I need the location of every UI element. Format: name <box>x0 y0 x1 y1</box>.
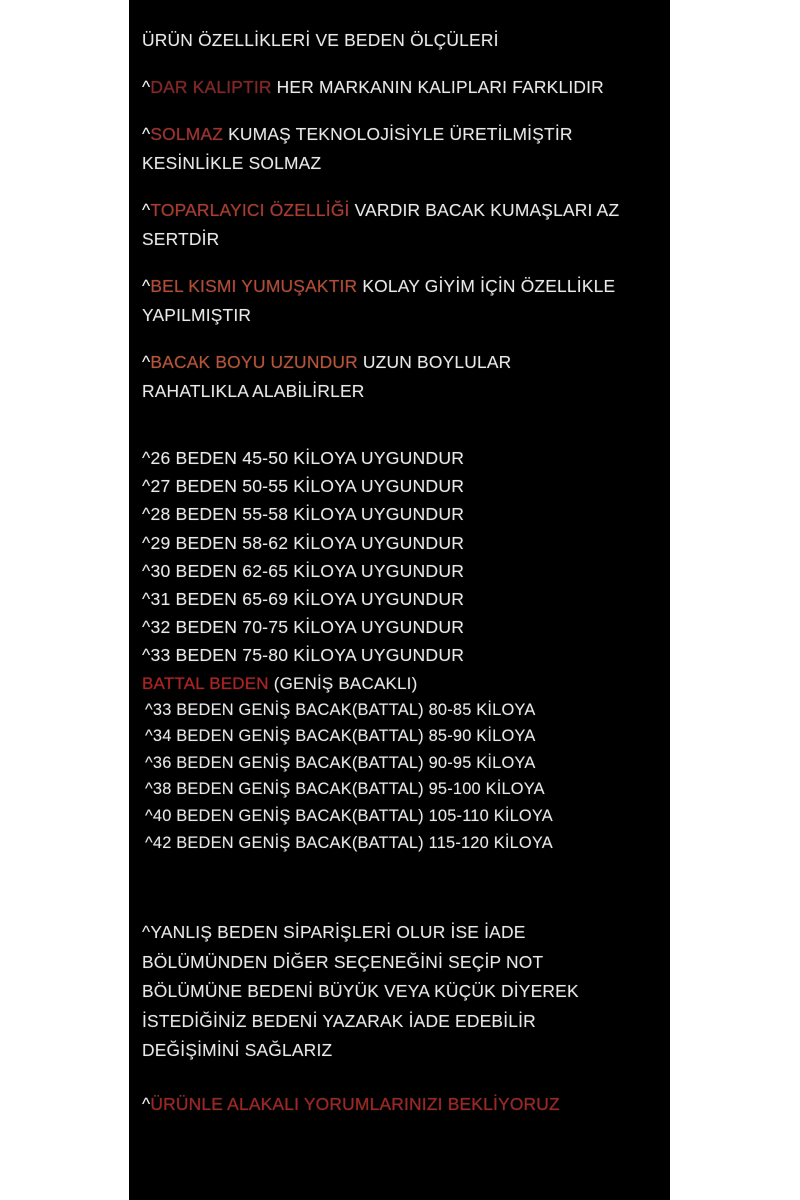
caret-marker: ^ <box>142 352 151 372</box>
battal-size-list <box>142 697 662 857</box>
size-row: ^33 BEDEN 75-80 KİLOYA UYGUNDUR <box>142 645 465 666</box>
size-row: ^27 BEDEN 50-55 KİLOYA UYGUNDUR <box>142 476 465 497</box>
feature-block-bacak-boyu <box>142 348 662 406</box>
caret-marker: ^ <box>142 200 151 220</box>
feature-highlight: BEL KISMI YUMUŞAKTIR <box>150 276 358 296</box>
battal-size-row: ^34 BEDEN GENİŞ BACAK(BATTAL) 85-90 KİLOYA <box>145 727 536 746</box>
size-row: ^29 BEDEN 58-62 KİLOYA UYGUNDUR <box>142 532 465 553</box>
battal-size-row: ^38 BEDEN GENİŞ BACAK(BATTAL) 95-100 KİLOYA <box>145 780 545 799</box>
spacer <box>142 1066 662 1090</box>
feature-rest: KUMAŞ TEKNOLOJİSİYLE ÜRETİLMİŞTİR <box>223 124 573 144</box>
return-policy-line: İSTEDİĞİNİZ BEDENİ YAZARAK İADE EDEBİLİR <box>142 1010 536 1031</box>
size-row: ^26 BEDEN 45-50 KİLOYA UYGUNDUR <box>142 448 465 468</box>
size-row: ^31 BEDEN 65-69 KİLOYA UYGUNDUR <box>142 589 465 610</box>
spacer <box>142 330 662 348</box>
feature-line <box>142 73 662 102</box>
feature-continuation: KESİNLİKLE SOLMAZ <box>142 153 322 173</box>
battal-size-row: ^36 BEDEN GENİŞ BACAK(BATTAL) 90-95 KİLOYA <box>145 753 536 772</box>
size-row: ^28 BEDEN 55-58 KİLOYA UYGUNDUR <box>142 504 465 525</box>
caret-marker: ^ <box>142 77 151 97</box>
size-chart-list <box>142 444 662 670</box>
spacer <box>142 178 662 196</box>
info-content <box>142 26 662 1119</box>
feature-line <box>142 196 662 225</box>
return-policy-line: BÖLÜMÜNE BEDENİ BÜYÜK VEYA KÜÇÜK DİYEREK <box>142 981 579 1002</box>
size-row: ^30 BEDEN 62-65 KİLOYA UYGUNDUR <box>142 560 465 581</box>
page-title: ÜRÜN ÖZELLİKLERİ VE BEDEN ÖLÇÜLERİ <box>142 30 499 50</box>
caret-marker: ^ <box>142 1093 151 1114</box>
feature-line <box>142 348 662 377</box>
feature-continuation: RAHATLIKLA ALABİLİRLER <box>142 381 365 401</box>
spacer <box>142 102 662 120</box>
caret-marker: ^ <box>142 276 151 296</box>
return-policy-line: DEĞİŞİMİNİ SAĞLARIZ <box>142 1040 333 1061</box>
footer-text: ÜRÜNLE ALAKALI YORUMLARINIZI BEKLİYORUZ <box>150 1093 560 1114</box>
spacer <box>142 254 662 272</box>
feature-rest: UZUN BOYLULAR <box>357 352 512 372</box>
feature-continuation: YAPILMIŞTIR <box>142 305 252 325</box>
spacer <box>142 55 662 73</box>
feature-rest: VARDIR BACAK KUMAŞLARI AZ <box>349 200 620 220</box>
footer-block <box>142 1090 662 1119</box>
battal-heading-rest: (GENİŞ BACAKLI) <box>268 673 418 693</box>
feature-block-solmaz <box>142 120 662 178</box>
battal-size-row: ^40 BEDEN GENİŞ BACAK(BATTAL) 105-110 KİLOYA <box>145 807 553 825</box>
feature-highlight: SOLMAZ <box>150 124 224 144</box>
battal-heading-highlight: BATTAL BEDEN <box>142 673 269 693</box>
info-panel <box>129 0 670 1200</box>
feature-block-dar-kaliptir <box>142 73 662 102</box>
battal-size-row: ^33 BEDEN GENİŞ BACAK(BATTAL) 80-85 KİLOYA <box>145 700 536 719</box>
spacer <box>142 406 662 444</box>
battal-heading <box>142 670 662 697</box>
feature-rest: HER MARKANIN KALIPLARI FARKLIDIR <box>271 77 604 97</box>
footer-line <box>142 1090 662 1119</box>
feature-highlight: TOPARLAYICI ÖZELLİĞİ <box>150 200 350 220</box>
feature-continuation: SERTDİR <box>142 229 220 249</box>
feature-rest: KOLAY GİYİM İÇİN ÖZELLİKLE <box>357 276 616 296</box>
caret-marker: ^ <box>142 124 151 144</box>
feature-block-bel-kismi <box>142 272 662 330</box>
spacer <box>142 856 662 894</box>
feature-block-toparlayici <box>142 196 662 254</box>
size-row: ^32 BEDEN 70-75 KİLOYA UYGUNDUR <box>142 617 465 638</box>
feature-highlight: DAR KALIPTIR <box>150 77 272 97</box>
return-policy-line: BÖLÜMÜNDEN DİĞER SEÇENEĞİNİ SEÇİP NOT <box>142 951 544 972</box>
feature-line <box>142 272 662 301</box>
return-policy-line: ^YANLIŞ BEDEN SİPARİŞLERİ OLUR İSE İADE <box>142 922 526 943</box>
battal-size-row: ^42 BEDEN GENİŞ BACAK(BATTAL) 115-120 KİLOYA <box>145 833 553 852</box>
spacer <box>142 894 662 918</box>
feature-highlight: BACAK BOYU UZUNDUR <box>150 352 358 372</box>
return-policy-block <box>142 918 662 1066</box>
feature-line <box>142 120 662 149</box>
